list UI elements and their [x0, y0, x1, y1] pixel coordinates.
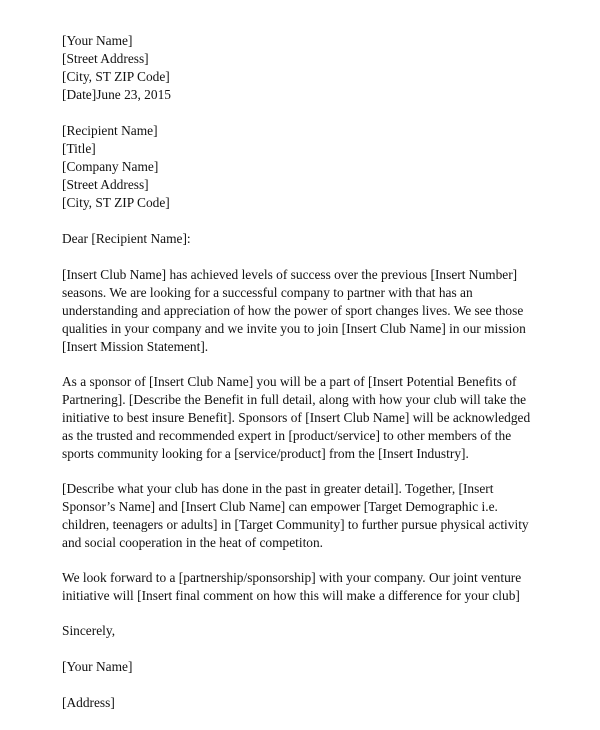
paragraph-line: and social cooperation in the heat of competiton.: [62, 535, 324, 550]
paragraph-line: initiative will [Insert final comment on how this will make a difference for your club]: [62, 588, 520, 603]
paragraph-line: Sponsor’s Name] and [Insert Club Name] can empower [Target Demographic i.e.: [62, 499, 498, 514]
paragraph-line: qualities in your company and we invite you to join [Insert Club Name] in our mission: [62, 321, 526, 336]
paragraph-line: seasons. We are looking for a successful company to partner with that has an: [62, 285, 473, 300]
recipient-address-block: [62, 122, 582, 212]
recipient-name: [Recipient Name]: [62, 123, 158, 138]
recipient-title: [Title]: [62, 141, 96, 156]
paragraph-line: understanding and appreciation of how the power of sport changes lives. We see those: [62, 303, 524, 318]
sender-address-block: [62, 32, 582, 104]
paragraph-line: [Insert Club Name] has achieved levels of success over the previous [Insert Number]: [62, 267, 518, 282]
body-paragraph-2: [62, 373, 582, 463]
signature-address: [Address]: [62, 695, 115, 710]
paragraph-line: [Describe what your club has done in the past in greater detail]. Together, [Insert: [62, 481, 494, 496]
body-paragraph-4: [62, 569, 582, 605]
signature-name-block: [62, 658, 582, 676]
salutation-text: Dear [Recipient Name]:: [62, 231, 191, 246]
paragraph-line: [Insert Mission Statement].: [62, 339, 209, 354]
signature-address-block: [62, 694, 582, 712]
recipient-street-address: [Street Address]: [62, 177, 149, 192]
paragraph-line: initiative to best insure Benefit]. Sponsors of [Insert Club Name] will be acknowledged: [62, 410, 531, 425]
recipient-city-state-zip: [City, ST ZIP Code]: [62, 195, 170, 210]
letter-date: [Date]June 23, 2015: [62, 87, 171, 102]
body-paragraph-3: [62, 480, 582, 552]
sender-street-address: [Street Address]: [62, 51, 149, 66]
signature-name: [Your Name]: [62, 659, 133, 674]
sender-name: [Your Name]: [62, 33, 133, 48]
paragraph-line: We look forward to a [partnership/sponsorship] with your company. Our joint venture: [62, 570, 522, 585]
salutation: [62, 230, 582, 248]
paragraph-line: as the trusted and recommended expert in [product/service] to other members of the: [62, 428, 512, 443]
paragraph-line: Partnering]. [Describe the Benefit in full detail, along with how your club will take the: [62, 392, 527, 407]
closing-text: Sincerely,: [62, 623, 116, 638]
sponsorship-letter: [62, 32, 582, 712]
paragraph-line: sports community looking for a [service/product] from the [Insert Industry].: [62, 446, 469, 461]
recipient-company: [Company Name]: [62, 159, 159, 174]
paragraph-line: children, teenagers or adults] in [Target Community] to further pursue physical activity: [62, 517, 529, 532]
body-paragraph-1: [62, 266, 582, 356]
closing: [62, 622, 582, 640]
paragraph-line: As a sponsor of [Insert Club Name] you will be a part of [Insert Potential Benefits of: [62, 374, 517, 389]
sender-city-state-zip: [City, ST ZIP Code]: [62, 69, 170, 84]
